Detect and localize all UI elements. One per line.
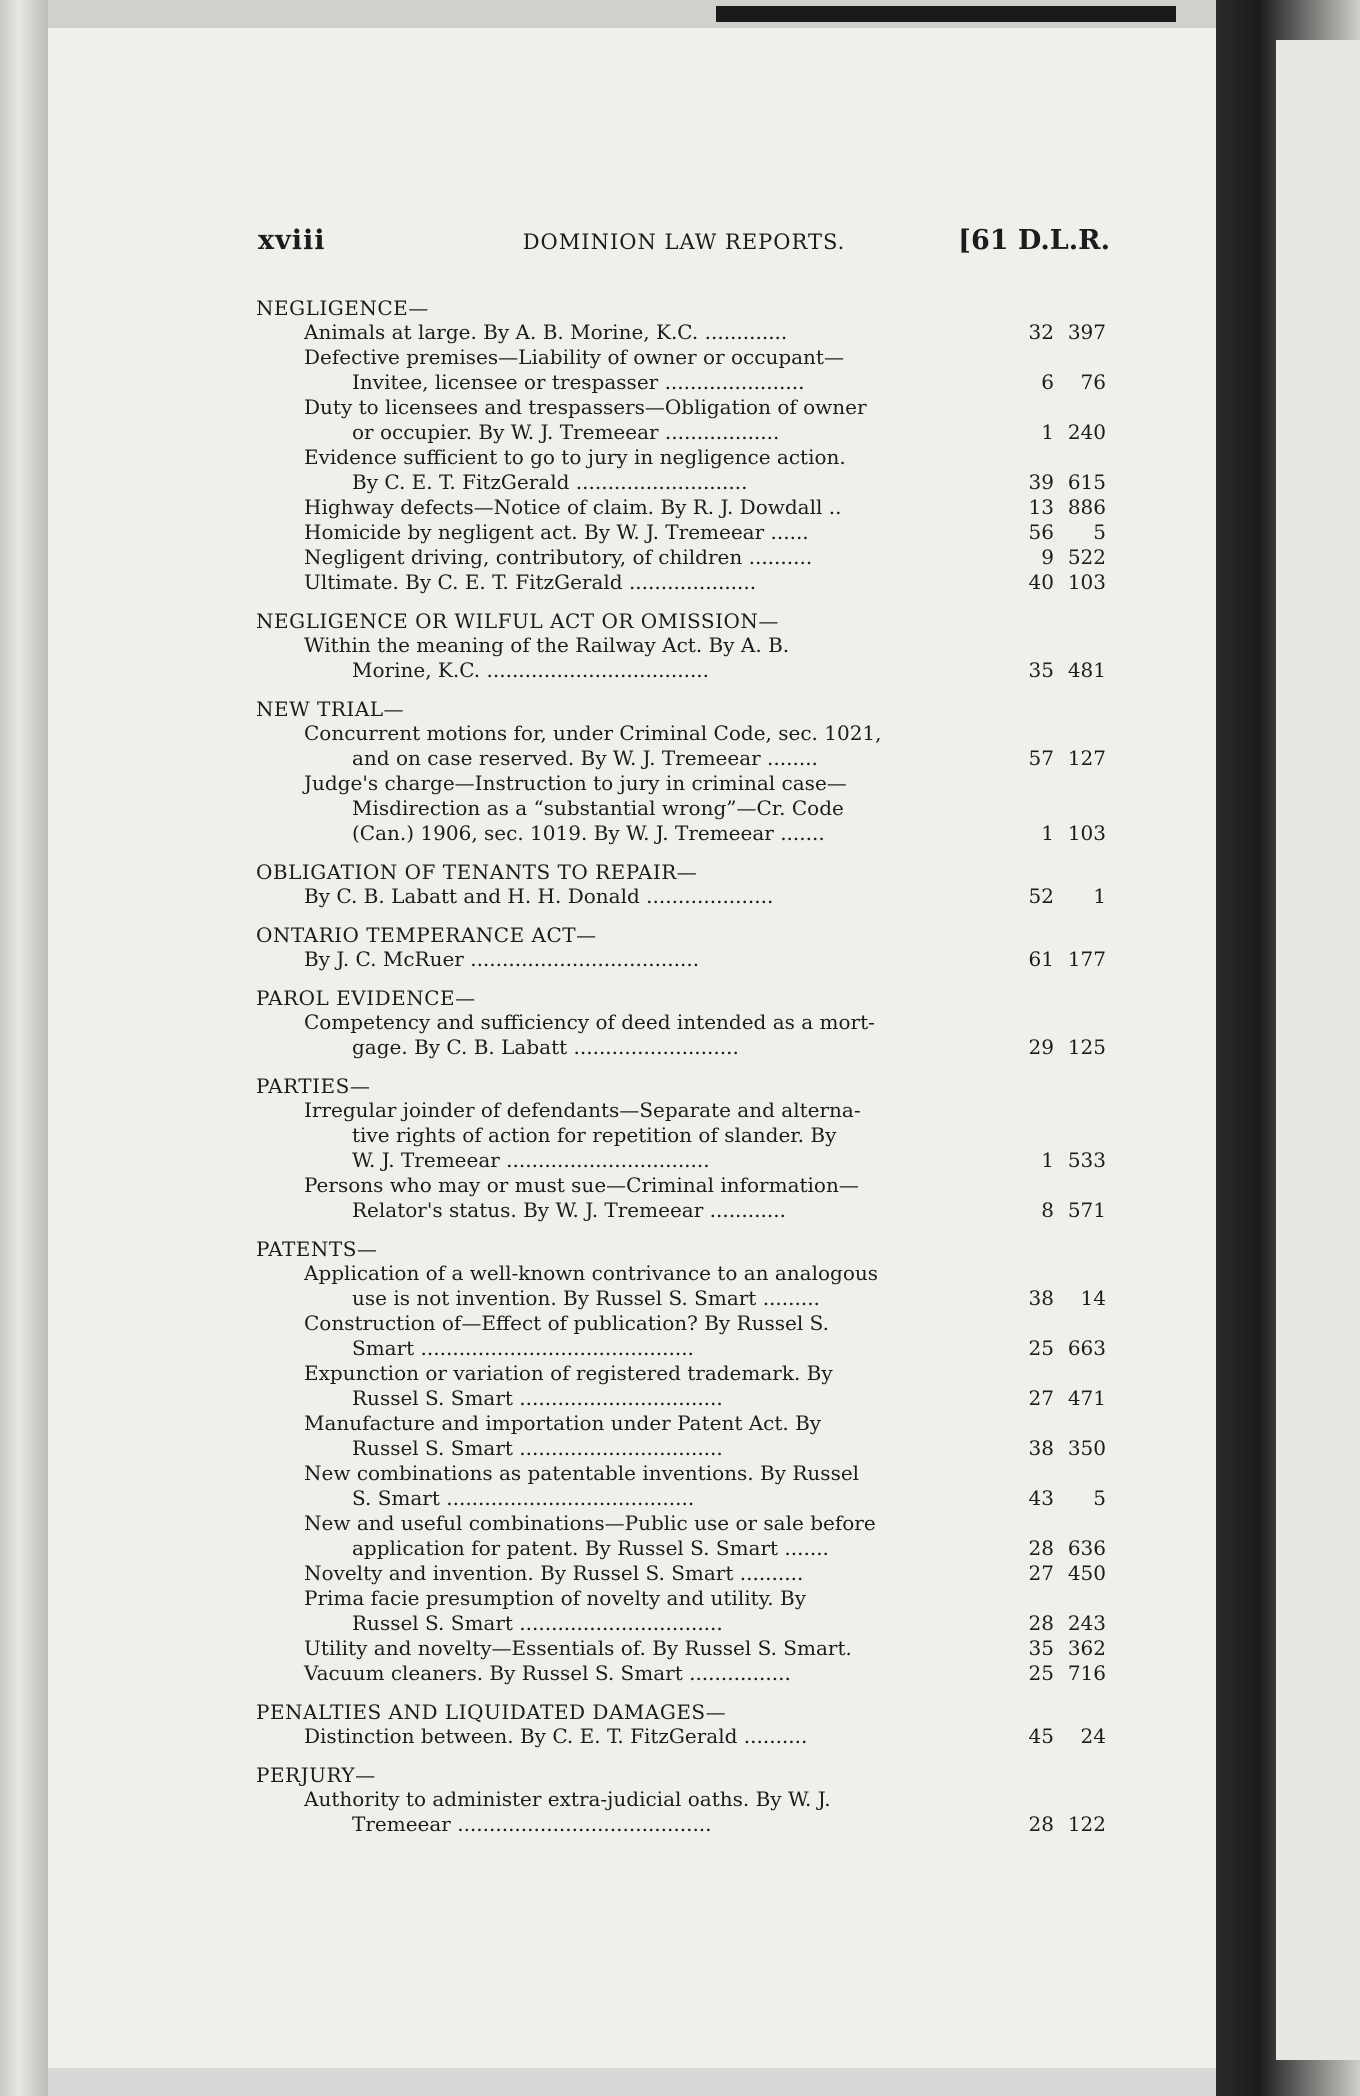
volume-number: 8 <box>1041 1198 1054 1222</box>
index-entry <box>256 1661 1106 1686</box>
entry-text <box>256 1311 1106 1361</box>
entry-text <box>256 633 1106 683</box>
volume-number: 52 <box>1028 884 1054 908</box>
entry-line: Tremeear ........................................ <box>352 1812 712 1836</box>
entry-line: Defective premises—Liability of owner or occupant— <box>304 345 844 369</box>
page-reference: 76 <box>1080 370 1106 394</box>
entry-text <box>256 721 1106 771</box>
entry-line: By J. C. McRuer .................................... <box>304 947 700 971</box>
entry-line: tive rights of action for repetition of slander. By <box>352 1123 837 1147</box>
volume-number: 13 <box>1028 495 1054 519</box>
entry-line: New and useful combinations—Public use or sale before <box>304 1511 876 1535</box>
entry-line: Duty to licensees and trespassers—Obligation of owner <box>304 395 867 419</box>
entry-line: Invitee, licensee or trespasser ...................... <box>352 370 805 394</box>
index-entry <box>256 1098 1106 1173</box>
entry-line: By C. B. Labatt and H. H. Donald .................... <box>304 884 774 908</box>
entry-line: Russel S. Smart ................................ <box>352 1611 723 1635</box>
volume-number: 28 <box>1028 1812 1054 1836</box>
page-reference: 615 <box>1067 470 1106 494</box>
entry-line: Misdirection as a “substantial wrong”—Cr. Code <box>352 796 844 820</box>
index-entry <box>256 1411 1106 1461</box>
index-heading: ONTARIO TEMPERANCE ACT— <box>256 923 597 947</box>
index-entry <box>256 1461 1106 1511</box>
index-entry <box>256 1561 1106 1586</box>
volume-number: 45 <box>1028 1724 1054 1748</box>
entry-text <box>256 1461 1106 1511</box>
volume-number: 56 <box>1028 520 1054 544</box>
entry-text <box>256 495 1106 520</box>
entry-line: Concurrent motions for, under Criminal Code, sec. 1021, <box>304 721 882 745</box>
index-entry <box>256 1173 1106 1223</box>
entry-line: gage. By C. B. Labatt .......................... <box>352 1035 739 1059</box>
page-reference: 716 <box>1067 1661 1106 1685</box>
entry-line: Smart ........................................... <box>352 1336 694 1360</box>
page-reference: 397 <box>1067 320 1106 344</box>
page-reference: 571 <box>1067 1198 1106 1222</box>
index-entry <box>256 345 1106 395</box>
entry-line: Animals at large. By A. B. Morine, K.C. ............. <box>304 320 788 344</box>
entry-text <box>256 1787 1106 1837</box>
entry-text <box>256 545 1106 570</box>
index-entry <box>256 1311 1106 1361</box>
entry-text <box>256 345 1106 395</box>
index-entry <box>256 520 1106 545</box>
entry-text <box>256 1636 1106 1661</box>
volume-number: 28 <box>1028 1611 1054 1635</box>
page-reference: 481 <box>1067 658 1106 682</box>
entry-line: Negligent driving, contributory, of children .......... <box>304 545 813 569</box>
index-heading: PATENTS— <box>256 1237 378 1261</box>
entry-line: Ultimate. By C. E. T. FitzGerald .................... <box>304 570 757 594</box>
index-entry <box>256 495 1106 520</box>
entry-text <box>256 1010 1106 1060</box>
page-reference: 125 <box>1067 1035 1106 1059</box>
subject-index <box>256 296 1106 1843</box>
running-header <box>258 225 1110 265</box>
entry-text <box>256 1511 1106 1561</box>
volume-number: 35 <box>1028 1636 1054 1660</box>
index-heading: PENALTIES AND LIQUIDATED DAMAGES— <box>256 1700 727 1724</box>
entry-text <box>256 1173 1106 1223</box>
entry-line: Expunction or variation of registered trademark. By <box>304 1361 833 1385</box>
scan-top-edge <box>48 0 1216 28</box>
page-reference: 127 <box>1067 746 1106 770</box>
page-reference: 471 <box>1067 1386 1106 1410</box>
entry-text <box>256 570 1106 595</box>
volume-number: 57 <box>1028 746 1054 770</box>
index-entry <box>256 1636 1106 1661</box>
index-heading: PAROL EVIDENCE— <box>256 986 476 1010</box>
entry-line: Construction of—Effect of publication? By Russel S. <box>304 1311 829 1335</box>
entry-line: W. J. Tremeear ................................ <box>352 1148 710 1172</box>
entry-line: Manufacture and importation under Patent Act. By <box>304 1411 822 1435</box>
index-entry <box>256 445 1106 495</box>
page-reference: 103 <box>1067 821 1106 845</box>
index-entry <box>256 633 1106 683</box>
entry-line: Authority to administer extra-judicial oaths. By W. J. <box>304 1787 831 1811</box>
page-reference: 350 <box>1067 1436 1106 1460</box>
volume-number: 32 <box>1028 320 1054 344</box>
index-entry <box>256 320 1106 345</box>
volume-number: 61 <box>1028 947 1054 971</box>
page-reference: 533 <box>1067 1148 1106 1172</box>
entry-line: Irregular joinder of defendants—Separate and alterna- <box>304 1098 861 1122</box>
entry-line: Application of a well-known contrivance to an analogous <box>304 1261 879 1285</box>
entry-text <box>256 947 1106 972</box>
index-entry <box>256 570 1106 595</box>
entry-text <box>256 884 1106 909</box>
entry-line: S. Smart ....................................... <box>352 1486 695 1510</box>
entry-text <box>256 1098 1106 1173</box>
entry-text <box>256 445 1106 495</box>
entry-line: application for patent. By Russel S. Smart ....... <box>352 1536 829 1560</box>
volume-number: 6 <box>1041 370 1054 394</box>
page-reference: 240 <box>1067 420 1106 444</box>
volume-number: 27 <box>1028 1561 1054 1585</box>
entry-line: Novelty and invention. By Russel S. Smart .......... <box>304 1561 804 1585</box>
entry-text <box>256 1724 1106 1749</box>
index-entry <box>256 947 1106 972</box>
volume-number: 1 <box>1041 1148 1054 1172</box>
entry-text <box>256 1561 1106 1586</box>
page-reference: 522 <box>1067 545 1106 569</box>
entry-text <box>256 1261 1106 1311</box>
entry-line: Morine, K.C. ................................... <box>352 658 710 682</box>
entry-line: Russel S. Smart ................................ <box>352 1436 723 1460</box>
page-reference: 1 <box>1093 884 1106 908</box>
entry-text <box>256 320 1106 345</box>
page-reference: 5 <box>1093 520 1106 544</box>
index-entry <box>256 1787 1106 1837</box>
publication-title: DOMINION LAW REPORTS. <box>522 230 846 254</box>
page-reference: 24 <box>1080 1724 1106 1748</box>
volume-number: 25 <box>1028 1661 1054 1685</box>
page-reference: 243 <box>1067 1611 1106 1635</box>
index-heading: NEW TRIAL— <box>256 697 405 721</box>
entry-line: New combinations as patentable inventions. By Russel <box>304 1461 860 1485</box>
entry-line: Evidence sufficient to go to jury in negligence action. <box>304 445 846 469</box>
index-heading: PARTIES— <box>256 1074 371 1098</box>
index-entry <box>256 1010 1106 1060</box>
entry-line: Distinction between. By C. E. T. FitzGerald .......... <box>304 1724 808 1748</box>
volume-number: 27 <box>1028 1386 1054 1410</box>
index-heading: OBLIGATION OF TENANTS TO REPAIR— <box>256 860 698 884</box>
index-entry <box>256 1511 1106 1561</box>
entry-line: Russel S. Smart ................................ <box>352 1386 723 1410</box>
index-entry <box>256 721 1106 771</box>
page-reference: 886 <box>1067 495 1106 519</box>
volume-number: 35 <box>1028 658 1054 682</box>
volume-number: 9 <box>1041 545 1054 569</box>
entry-line: Prima facie presumption of novelty and utility. By <box>304 1586 807 1610</box>
entry-line: By C. E. T. FitzGerald ........................... <box>352 470 748 494</box>
index-entry <box>256 1361 1106 1411</box>
page-reference: 177 <box>1067 947 1106 971</box>
entry-text <box>256 395 1106 445</box>
page-reference: 122 <box>1067 1812 1106 1836</box>
volume-number: 1 <box>1041 821 1054 845</box>
index-entry <box>256 395 1106 445</box>
entry-line: Within the meaning of the Railway Act. By A. B. <box>304 633 790 657</box>
index-heading: PERJURY— <box>256 1763 376 1787</box>
volume-number: 38 <box>1028 1436 1054 1460</box>
index-heading: NEGLIGENCE— <box>256 296 429 320</box>
index-entry <box>256 1261 1106 1311</box>
index-entry <box>256 1724 1106 1749</box>
entry-line: use is not invention. By Russel S. Smart ......... <box>352 1286 820 1310</box>
volume-number: 39 <box>1028 470 1054 494</box>
volume-reference: [61 D.L.R. <box>958 225 1110 256</box>
page-number: xviii <box>258 225 326 256</box>
volume-number: 1 <box>1041 420 1054 444</box>
entry-text <box>256 771 1106 846</box>
entry-text <box>256 520 1106 545</box>
volume-number: 25 <box>1028 1336 1054 1360</box>
index-entry <box>256 771 1106 846</box>
index-heading: NEGLIGENCE OR WILFUL ACT OR OMISSION— <box>256 609 779 633</box>
page-reference: 103 <box>1067 570 1106 594</box>
volume-number: 28 <box>1028 1536 1054 1560</box>
entry-line: Utility and novelty—Essentials of. By Russel S. Smart. <box>304 1636 852 1660</box>
entry-line: or occupier. By W. J. Tremeear .................. <box>352 420 780 444</box>
index-entry <box>256 545 1106 570</box>
entry-line: Persons who may or must sue—Criminal information— <box>304 1173 859 1197</box>
entry-text <box>256 1586 1106 1636</box>
entry-text <box>256 1361 1106 1411</box>
facing-page-edge <box>1216 0 1360 2096</box>
entry-text <box>256 1661 1106 1686</box>
page-reference: 450 <box>1067 1561 1106 1585</box>
volume-number: 38 <box>1028 1286 1054 1310</box>
entry-line: and on case reserved. By W. J. Tremeear ........ <box>352 746 818 770</box>
index-entry <box>256 1586 1106 1636</box>
entry-line: Judge's charge—Instruction to jury in criminal case— <box>304 771 847 795</box>
volume-number: 29 <box>1028 1035 1054 1059</box>
entry-line: (Can.) 1906, sec. 1019. By W. J. Tremeear ....... <box>352 821 825 845</box>
page-reference: 636 <box>1067 1536 1106 1560</box>
volume-number: 40 <box>1028 570 1054 594</box>
volume-number: 43 <box>1028 1486 1054 1510</box>
entry-line: Competency and sufficiency of deed intended as a mort- <box>304 1010 875 1034</box>
book-binding <box>0 0 48 2096</box>
index-entry <box>256 884 1106 909</box>
entry-line: Homicide by negligent act. By W. J. Tremeear ...... <box>304 520 809 544</box>
page-reference: 362 <box>1067 1636 1106 1660</box>
entry-text <box>256 1411 1106 1461</box>
entry-line: Vacuum cleaners. By Russel S. Smart ................ <box>304 1661 791 1685</box>
page-reference: 5 <box>1093 1486 1106 1510</box>
entry-line: Highway defects—Notice of claim. By R. J. Dowdall .. <box>304 495 842 519</box>
page-reference: 14 <box>1080 1286 1106 1310</box>
page-reference: 663 <box>1067 1336 1106 1360</box>
entry-line: Relator's status. By W. J. Tremeear ............ <box>352 1198 786 1222</box>
